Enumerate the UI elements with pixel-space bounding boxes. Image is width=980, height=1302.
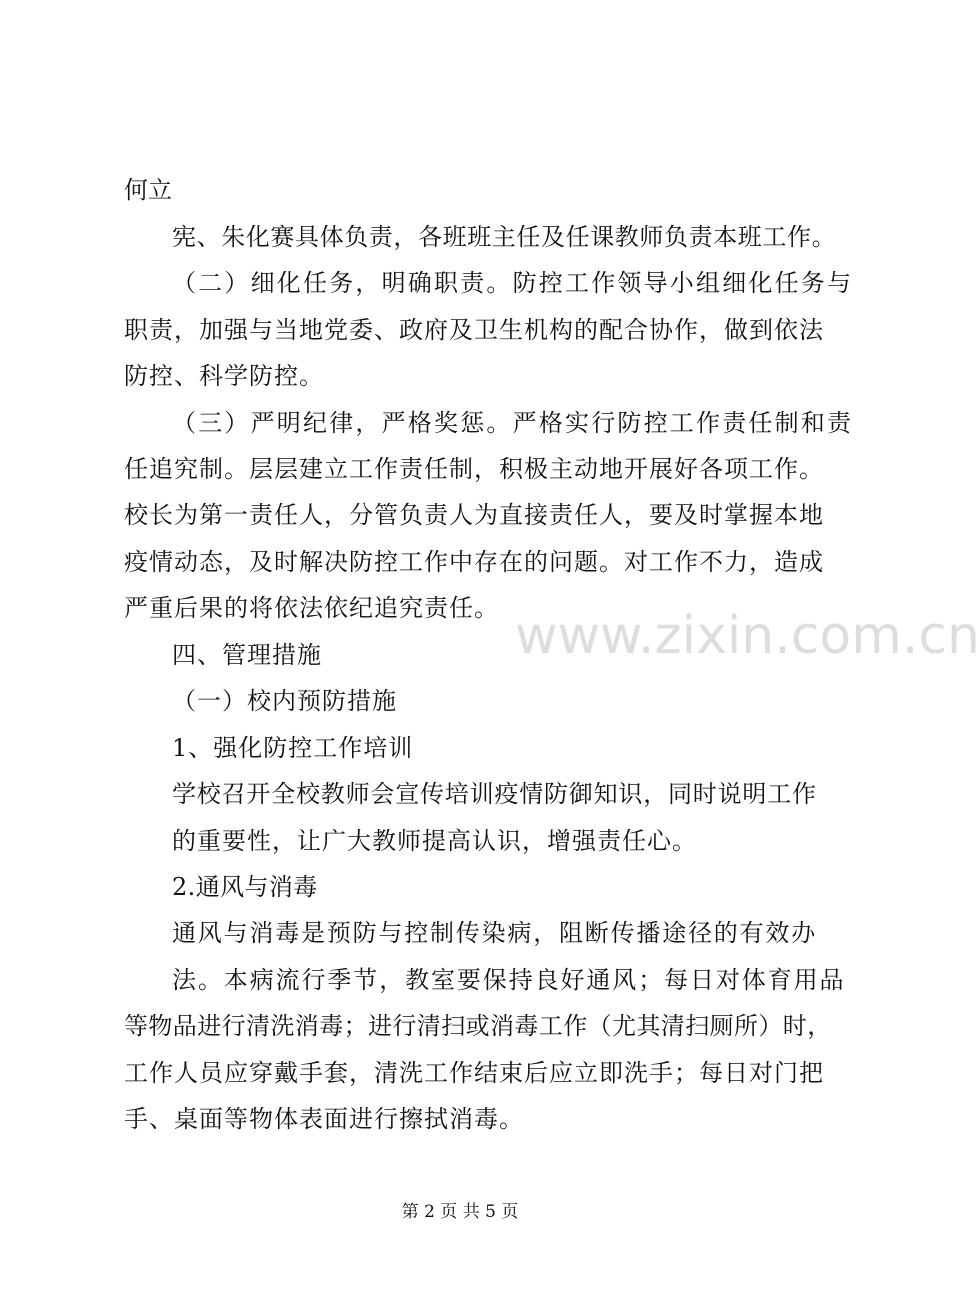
- body-line: 法。本病流行季节，教室要保持良好通风；每日对体育用品: [172, 966, 846, 994]
- body-line: （三）严明纪律，严格奖惩。严格实行防控工作责任制和责: [172, 409, 854, 437]
- body-line: 宪、朱化赛具体负责，各班班主任及任课教师负责本班工作。: [172, 223, 837, 251]
- subsection-heading: （一）校内预防措施: [172, 687, 397, 715]
- body-line: 通风与消毒是预防与控制传染病，阻断传播途径的有效办: [172, 919, 817, 947]
- item-heading: 1、强化防控工作培训: [172, 734, 414, 762]
- body-line: 严重后果的将依法依纪追究责任。: [124, 594, 499, 622]
- watermark: www.zixin.com.cn: [515, 606, 980, 666]
- body-line: 手、桌面等物体表面进行擦拭消毒。: [124, 1105, 524, 1133]
- body-line: 防控、科学防控。: [124, 362, 324, 390]
- body-line: 学校召开全校教师会宣传培训疫情防御知识，同时说明工作: [172, 780, 817, 808]
- body-line: 校长为第一责任人，分管负责人为直接责任人，要及时掌握本地: [124, 501, 824, 529]
- body-line: 疫情动态，及时解决防控工作中存在的问题。对工作不力，造成: [124, 548, 824, 576]
- body-line: 任追究制。层层建立工作责任制，积极主动地开展好各项工作。: [124, 455, 824, 483]
- body-line: 何立: [124, 176, 172, 204]
- section-heading: 四、管理措施: [172, 641, 322, 669]
- body-line: 的重要性，让广大教师提高认识，增强责任心。: [172, 827, 697, 855]
- item-heading: 2.通风与消毒: [172, 873, 318, 901]
- body-line: （二）细化任务，明确职责。防控工作领导小组细化任务与: [172, 269, 854, 297]
- body-line: 等物品进行清洗消毒；进行清扫或消毒工作（尤其清扫厕所）时，: [124, 1012, 832, 1040]
- page-footer: 第 2 页 共 5 页: [401, 1202, 519, 1222]
- body-line: 工作人员应穿戴手套，清洗工作结束后应立即洗手；每日对门把: [124, 1059, 824, 1087]
- body-line: 职责，加强与当地党委、政府及卫生机构的配合协作，做到依法: [124, 316, 824, 344]
